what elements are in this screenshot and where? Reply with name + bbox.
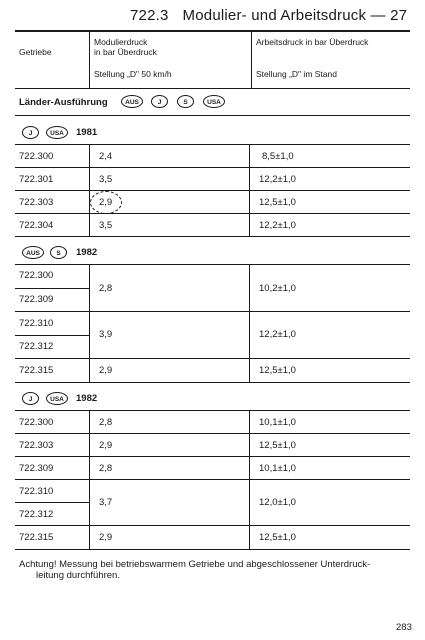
sec2-year: 1982 [76,247,98,258]
header-bottom-rule [15,88,410,89]
sec3-row-rule [15,502,89,503]
sec3-badge-j: J [22,392,39,405]
sec1-row4-arb: 12,2±1,0 [259,220,296,231]
sec1-row4-model: 722.304 [19,220,54,231]
sec1-row3-model: 722.303 [19,197,54,208]
sec3-badge-usa: USA [46,392,68,405]
header-divider-1 [89,31,90,88]
sec2-group1-mod: 2,8 [99,283,113,294]
sec3-row-rule [15,525,410,526]
footnote-line-2: leitung durchführen. [36,570,120,581]
section-number: 722.3 [130,7,169,24]
sec2-row4-model: 722.312 [19,341,54,352]
sec2-group3-mod: 2,9 [99,365,113,376]
footnote-line-1: Achtung! Messung bei betriebswarmem Getriebe und abgeschlossener Unterdruck- [19,559,371,570]
sec3-row2-model: 722.303 [19,440,54,451]
sec1-row1-mod: 2,4 [99,151,113,162]
sec1-row-rule [15,213,410,214]
header-getriebe: Getriebe [19,47,52,57]
sec3-group1-mod: 3,7 [99,497,113,508]
sec2-row5-model: 722.315 [19,365,54,376]
sec3-row6-model: 722.315 [19,532,54,543]
sec1-row1-model: 722.300 [19,151,54,162]
sec3-bottom-rule [15,549,410,550]
sec3-row3-arb: 10,1±1,0 [259,463,296,474]
sec3-row3-model: 722.309 [19,463,54,474]
laender-label: Länder-Ausführung [19,97,108,108]
sec2-group-rule [15,311,410,312]
sec1-year: 1981 [76,127,98,138]
sec1-badge-j: J [22,126,39,139]
header-top-rule [15,30,410,32]
sec3-row6-arb: 12,5±1,0 [259,532,296,543]
badge-s: S [177,95,194,108]
sec2-group-rule [15,358,410,359]
sec2-group1-arb: 10,2±1,0 [259,283,296,294]
sec2-bottom-rule [15,382,410,383]
sec3-row1-model: 722.300 [19,417,54,428]
header-arbeitsdruck-position: Stellung „D" im Stand [256,69,337,79]
sec3-row6-mod: 2,9 [99,532,113,543]
sec1-row4-mod: 3,5 [99,220,113,231]
sec2-badge-s: S [50,246,67,259]
sec1-row3-mod: 2,9 [99,197,113,208]
header-arbeitsdruck: Arbeitsdruck in bar Überdruck [256,37,369,47]
sec1-badge-usa: USA [46,126,68,139]
sec3-row-rule [15,433,410,434]
sec3-row1-mod: 2,8 [99,417,113,428]
header-modulierdruck-unit: in bar Überdruck [94,47,157,57]
sec1-row-rule [15,167,410,168]
sec3-row5-model: 722.312 [19,509,54,520]
page-title [130,7,407,24]
sec2-row-rule [15,335,89,336]
sec2-row2-model: 722.309 [19,294,54,305]
sec2-group2-mod: 3,9 [99,329,113,340]
sec2-divider-2 [249,264,250,382]
sec1-row1-arb: 8,5±1,0 [262,151,294,162]
sec1-row2-arb: 12,2±1,0 [259,174,296,185]
sec2-row1-model: 722.300 [19,270,54,281]
badge-j: J [151,95,168,108]
sec3-row2-arb: 12,5±1,0 [259,440,296,451]
sec3-row2-mod: 2,9 [99,440,113,451]
sec2-group3-arb: 12,5±1,0 [259,365,296,376]
sec2-divider-1 [89,264,90,382]
sec2-group2-arb: 12,2±1,0 [259,329,296,340]
header-modulierdruck-position: Stellung „D" 50 km/h [94,69,172,79]
badge-usa: USA [203,95,225,108]
sec3-top-rule [15,410,410,411]
sec3-row1-arb: 10,1±1,0 [259,417,296,428]
sec3-row3-mod: 2,8 [99,463,113,474]
header-modulierdruck: Modulierdruck [94,37,148,47]
sec1-row3-arb: 12,5±1,0 [259,197,296,208]
badge-aus: AUS [121,95,143,108]
laender-rule [15,115,410,116]
sec3-group1-arb: 12,0±1,0 [259,497,296,508]
sec2-row-rule [15,288,89,289]
sec3-row4-model: 722.310 [19,486,54,497]
sec1-row2-mod: 3,5 [99,174,113,185]
sec1-top-rule [15,144,410,145]
sec1-bottom-rule [15,236,410,237]
sec2-row3-model: 722.310 [19,318,54,329]
sec2-badge-aus: AUS [22,246,44,259]
sec2-top-rule [15,264,410,265]
page-number: 283 [396,622,412,633]
sec1-row2-model: 722.301 [19,174,54,185]
title-text: Modulier- und Arbeitsdruck — 27 [182,7,408,24]
sec3-row-rule [15,479,410,480]
sec1-row-rule [15,190,410,191]
sec3-year: 1982 [76,393,98,404]
sec3-row-rule [15,456,410,457]
header-divider-2 [251,31,252,88]
